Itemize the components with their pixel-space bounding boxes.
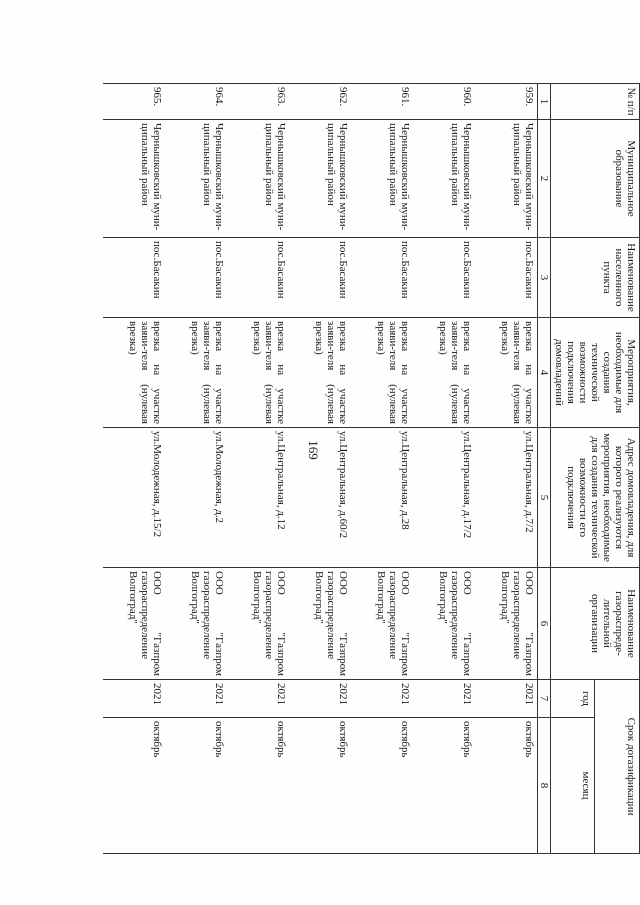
row-municipality: Чернышковский муни-ципальный район	[103, 120, 165, 238]
row-month: октябрь	[103, 718, 165, 854]
row-measures: врезка на участке заяви-теля (нулевая врезка)	[413, 318, 475, 428]
col-number: 3	[538, 238, 551, 318]
row-address: ул.Центральная, д.12	[227, 428, 289, 568]
row-address: ул.Центральная, д.60/2	[289, 428, 351, 568]
row-address: ул.Центральная, д.28	[351, 428, 413, 568]
row-locality: пос.Басакин	[165, 238, 227, 318]
row-address: ул.Молодежная, д.2	[165, 428, 227, 568]
row-num: 959.	[475, 84, 538, 120]
row-gdo: ООО "Газпром газораспределение Волгоград"	[165, 568, 227, 680]
table-row	[475, 84, 538, 854]
gasification-table-container	[127, 83, 640, 853]
header-num: № п/п	[551, 84, 640, 120]
row-municipality: Чернышковский муни-ципальный район	[351, 120, 413, 238]
col-number: 8	[538, 718, 551, 854]
row-num: 961.	[351, 84, 413, 120]
header-term: Срок догазификации	[595, 680, 640, 854]
row-num: 963.	[227, 84, 289, 120]
row-year: 2021	[289, 680, 351, 718]
table-row	[103, 84, 165, 854]
table-row	[289, 84, 351, 854]
row-measures: врезка на участке заяви-теля (нулевая врезка)	[351, 318, 413, 428]
row-num: 964.	[165, 84, 227, 120]
row-municipality: Чернышковский муни-ципальный район	[165, 120, 227, 238]
row-gdo: ООО "Газпром газораспределение Волгоград"	[351, 568, 413, 680]
row-num: 960.	[413, 84, 475, 120]
row-num: 965.	[103, 84, 165, 120]
row-year: 2021	[227, 680, 289, 718]
table-row	[351, 84, 413, 854]
row-locality: пос.Басакин	[227, 238, 289, 318]
header-month: месяц	[551, 718, 596, 854]
row-locality: пос.Басакин	[475, 238, 538, 318]
row-month: октябрь	[227, 718, 289, 854]
table-row	[227, 84, 289, 854]
row-municipality: Чернышковский муни-ципальный район	[475, 120, 538, 238]
col-number: 5	[538, 428, 551, 568]
row-municipality: Чернышковский муни-ципальный район	[227, 120, 289, 238]
row-month: октябрь	[165, 718, 227, 854]
row-num: 962.	[289, 84, 351, 120]
row-year: 2021	[351, 680, 413, 718]
row-measures: врезка на участке заяви-теля (нулевая врезка)	[103, 318, 165, 428]
row-municipality: Чернышковский муни-ципальный район	[413, 120, 475, 238]
row-measures: врезка на участке заяви-теля (нулевая врезка)	[289, 318, 351, 428]
row-locality: пос.Басакин	[413, 238, 475, 318]
row-locality: пос.Басакин	[289, 238, 351, 318]
row-locality: пос.Басакин	[351, 238, 413, 318]
row-measures: врезка на участке заяви-теля (нулевая врезка)	[165, 318, 227, 428]
row-municipality: Чернышковский муни-ципальный район	[289, 120, 351, 238]
row-month: октябрь	[351, 718, 413, 854]
col-number: 7	[538, 680, 551, 718]
header-gdo: Наименование газораспреде-лительной организации	[551, 568, 640, 680]
column-number-row	[538, 84, 551, 854]
header-address: Адрес домовладения, для которого реализуются мероприятия, необходимые для создания технической возможности его подключения	[551, 428, 640, 568]
header-municipality: Муниципальное образование	[551, 120, 640, 238]
row-gdo: ООО "Газпром газораспределение Волгоград"	[103, 568, 165, 680]
row-address: ул.Молодежная, д.15/2	[103, 428, 165, 568]
row-gdo: ООО "Газпром газораспределение Волгоград"	[289, 568, 351, 680]
row-month: октябрь	[475, 718, 538, 854]
header-measures: Мероприятия, необходимые для создания технической возможности подключения домовладений	[551, 318, 640, 428]
col-number: 1	[538, 84, 551, 120]
page-number: 169	[306, 440, 321, 460]
row-year: 2021	[165, 680, 227, 718]
row-month: октябрь	[289, 718, 351, 854]
header-year: год	[551, 680, 596, 718]
gasification-table	[103, 83, 640, 854]
col-number: 6	[538, 568, 551, 680]
table-row	[165, 84, 227, 854]
header-locality: Наименование населенного пункта	[551, 238, 640, 318]
col-number: 4	[538, 318, 551, 428]
row-measures: врезка на участке заяви-теля (нулевая врезка)	[227, 318, 289, 428]
row-address: ул.Центральная, д.7/2	[475, 428, 538, 568]
row-gdo: ООО "Газпром газораспределение Волгоград"	[475, 568, 538, 680]
row-locality: пос.Басакин	[103, 238, 165, 318]
row-measures: врезка на участке заяви-теля (нулевая врезка)	[475, 318, 538, 428]
table-row	[413, 84, 475, 854]
row-year: 2021	[413, 680, 475, 718]
row-year: 2021	[103, 680, 165, 718]
row-gdo: ООО "Газпром газораспределение Волгоград"	[413, 568, 475, 680]
row-gdo: ООО "Газпром газораспределение Волгоград"	[227, 568, 289, 680]
row-year: 2021	[475, 680, 538, 718]
col-number: 2	[538, 120, 551, 238]
row-address: ул.Центральная, д.17/2	[413, 428, 475, 568]
row-month: октябрь	[413, 718, 475, 854]
